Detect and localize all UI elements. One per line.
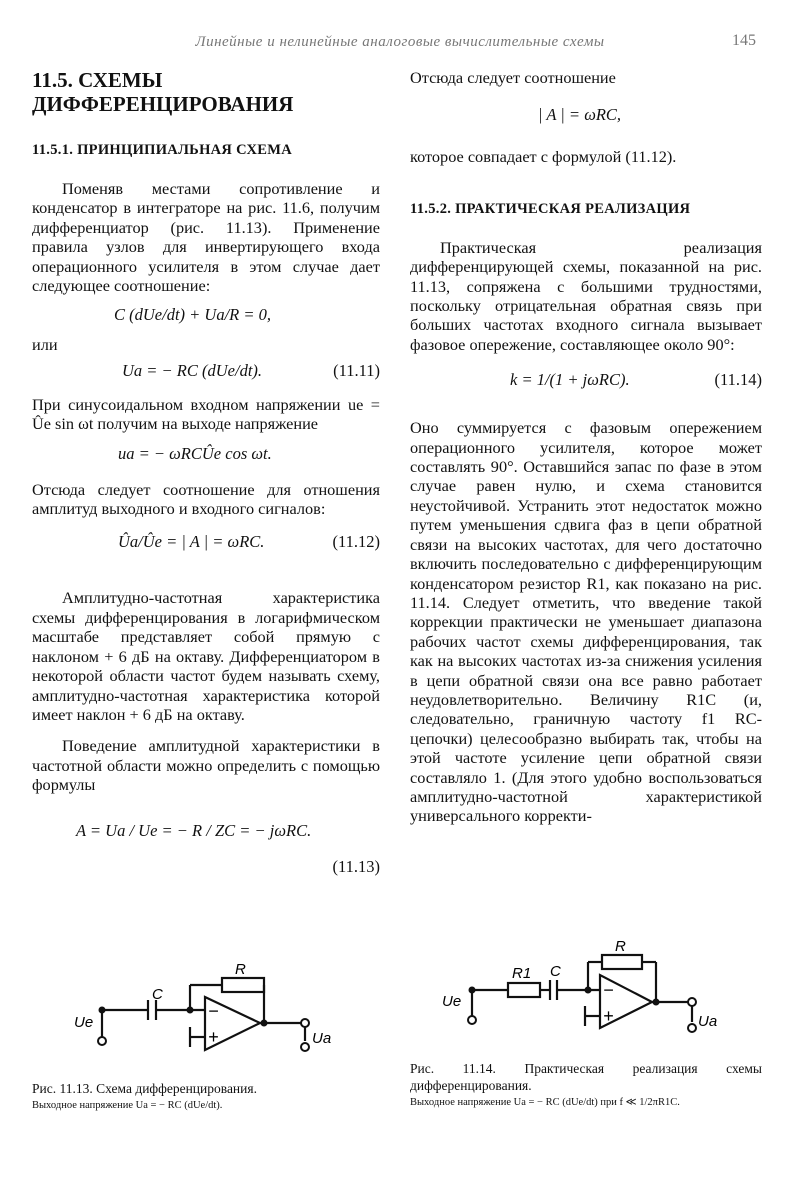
formula: Ua = − RC (dUe/dt). (11.11) (122, 360, 380, 380)
input-voltage-label: Ue (442, 993, 462, 1010)
svg-text:−: − (208, 1001, 219, 1021)
svg-text:−: − (603, 980, 614, 1000)
figure-11-13-caption: Рис. 11.13. Схема дифференцирования. Выходное напряжение Ua = − RC (dUe/dt). (32, 1081, 257, 1111)
section-title: 11.5. СХЕМЫ ДИФФЕРЕНЦИРОВАНИЯ (32, 68, 294, 116)
paragraph: Поменяв местами сопротивление и конденсатор в интеграторе на рис. 11.6, получим дифференциатор (рис. 11.13). Применение правила узлов для инвертирующего входа операционного усилителя в этом случае дает следующее соотношение: (32, 179, 380, 296)
capacitor-label: C (152, 986, 163, 1003)
subsection-title-1: 11.5.1. ПРИНЦИПИАЛЬНАЯ СХЕМА (32, 142, 293, 158)
formula: Ûa/Ûe = | A | = ωRC. (11.12) (118, 532, 380, 552)
paragraph: Практическая реализация дифференцирующей схемы, показанной на рис. 11.13, сопряжена с большими трудностями, поскольку отрицательная обратная связь при больших частотах входного сигнала вызывает фазовое опережение, составляющее около 90°: (410, 237, 762, 354)
subsection-title-2: 11.5.2. ПРАКТИЧЕСКАЯ РЕАЛИЗАЦИЯ (410, 200, 691, 217)
paragraph: Отсюда следует соотношение (410, 68, 616, 87)
figure-11-13-circuit (60, 955, 360, 1070)
right-column (410, 68, 762, 826)
svg-text:+: + (208, 1027, 219, 1047)
left-column (32, 68, 380, 877)
formula: A = Ua / Ue = − R / ZC = − jωRC. (76, 820, 312, 840)
formula: C (dUe/dt) + Ua/R = 0, (114, 305, 271, 325)
formula: k = 1/(1 + jωRC). (11.14) (510, 370, 762, 390)
paragraph: Поведение амплитудной характеристики в частотной области можно определить с помощью формулы (32, 736, 380, 795)
svg-text:+: + (603, 1006, 614, 1026)
running-header: Линейные и нелинейные аналоговые вычислительные схемы (195, 34, 605, 50)
formula: ua = − ωRCÛe cos ωt. (118, 443, 272, 463)
paragraph: Отсюда следует соотношение для отношения амплитуд выходного и входного сигналов: (32, 479, 380, 519)
figure-11-14-caption: Рис. 11.14. Практическая реализация схемы дифференцирования. Выходное напряжение Ua = − RC (dUe/dt) при f ≪ 1/2πR1C. (410, 1061, 762, 1108)
formula-number: (11.13) (332, 856, 380, 876)
output-voltage-label: Ua (698, 1013, 718, 1030)
page-number: 145 (732, 32, 756, 49)
formula: | A | = ωRC, (538, 105, 622, 125)
paragraph: Оно суммируется с фазовым опережением операционного усилителя, которое может составлять 90°. Оставшийся запас по фазе в этом случае равен нулю, и схема становится неустойчивой. Устранить этот недостаток можно путем уменьшения сдвига фаз в цепи обратной связи на высоких частотах, для чего достаточно включить последовательно с дифференцирующим конденсатором резистор R1, как показано на рис. 11.14. Следует отметить, что введение такой коррекции практически не уменьшает диапазона рабочих частот схемы дифференцирования, так как на высоких частотах из-за снижения усиления в цепи обратной связи она все равно работает неудовлетворительно. Величину R1C (и, следовательно, граничную частоту f1 RC-цепочки) целесообразно выбирать так, чтобы на этой частоте усиление цепи обратной связи составляло 1. (Для этого удобно воспользоваться амплитудно-частотной характеристикой универсального корректи- (410, 418, 762, 826)
paragraph: которое совпадает с формулой (11.12). (410, 147, 677, 167)
resistor-label: R (235, 961, 246, 978)
resistor-label: R (615, 940, 626, 955)
capacitor-label: C (550, 963, 561, 980)
paragraph: При синусоидальном входном напряжении ue = Ûe sin ωt получим на выходе напряжение (32, 394, 380, 434)
paragraph: или (32, 335, 58, 355)
figure-11-14-circuit (430, 940, 750, 1050)
paragraph: Амплитудно-частотная характеристика схемы дифференцирования в логарифмическом масштабе представляет собой прямую с наклоном + 6 дБ на октаву. Дифференциатором в некоторой области частот будем называть схему, амплитудно-частотная характеристика которой имеет наклон + 6 дБ на октаву. (32, 588, 380, 724)
output-voltage-label: Ua (312, 1030, 332, 1047)
input-voltage-label: Ue (74, 1014, 94, 1031)
resistor-r1-label: R1 (512, 965, 532, 982)
